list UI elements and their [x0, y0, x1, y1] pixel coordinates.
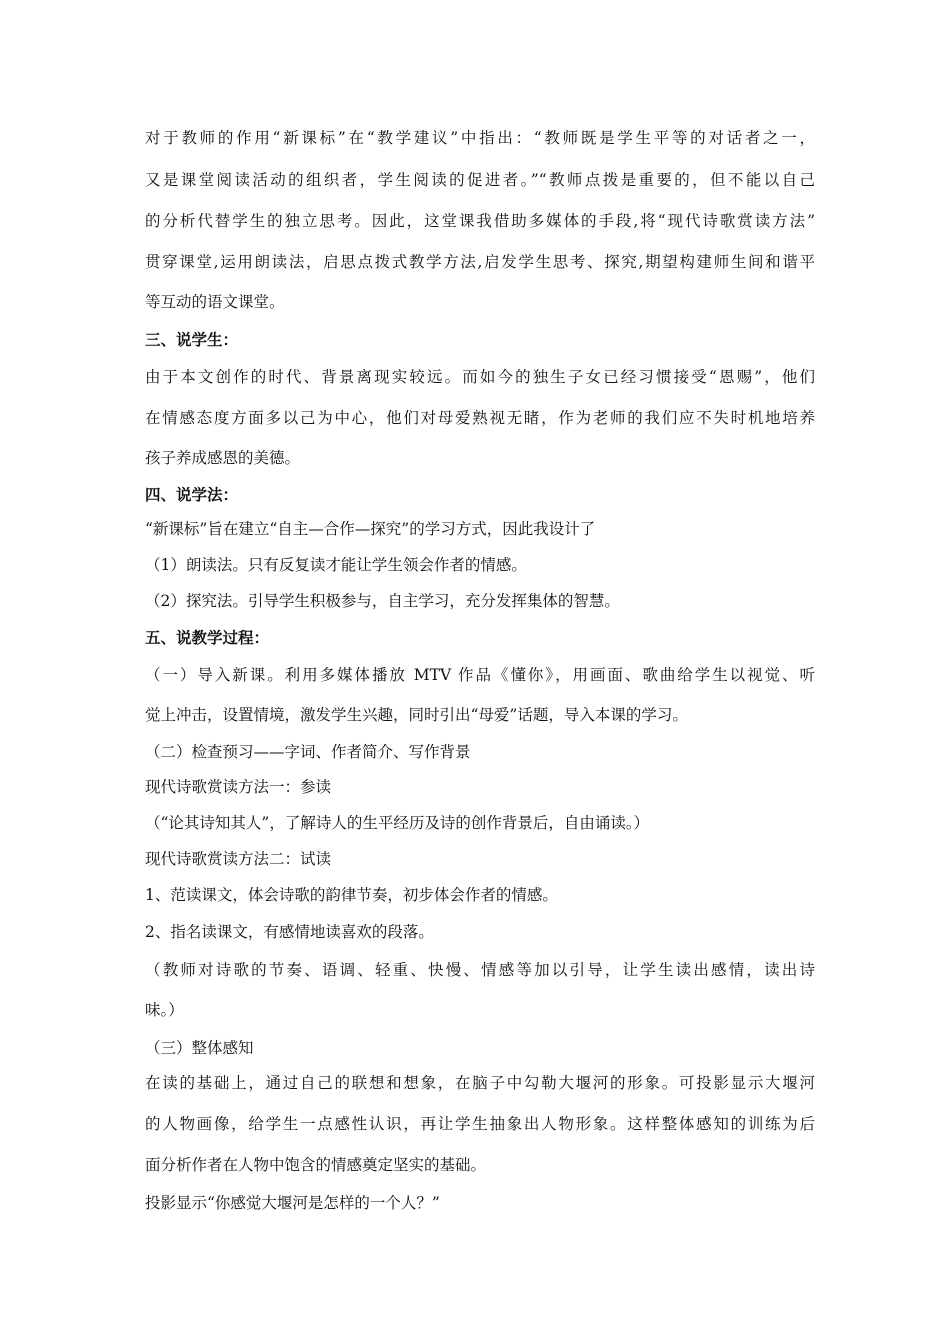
paragraph-line: （教师对诗歌的节奏、语调、轻重、快慢、情感等加以引导，让学生读出感情，读出诗	[145, 961, 815, 979]
paragraph-line: “新课标”旨在建立“自主—合作—探究”的学习方式，因此我设计了	[145, 520, 596, 538]
section-heading-students: 三、说学生：	[145, 330, 239, 349]
paragraph-line: 对于教师的作用“新课标”在“教学建议”中指出：“教师既是学生平等的对话者之一，	[145, 129, 815, 147]
paragraph-line: 的分析代替学生的独立思考。因此，这堂课我借助多媒体的手段,将“现代诗歌赏读方法”	[145, 212, 815, 230]
paragraph-line: 现代诗歌赏读方法二：试读	[145, 850, 332, 868]
paragraph-line: 投影显示“你感觉大堰河是怎样的一个人？”	[145, 1194, 440, 1212]
list-item: 2、指名读课文，有感情地读喜欢的段落。	[145, 923, 434, 941]
paragraph-line: （三）整体感知	[145, 1039, 254, 1057]
list-item: （2）探究法。引导学生积极参与，自主学习，充分发挥集体的智慧。	[145, 592, 620, 610]
section-heading-methods: 四、说学法：	[145, 485, 239, 504]
paragraph-line: 的人物画像，给学生一点感性认识，再让学生抽象出人物形象。这样整体感知的训练为后	[145, 1115, 815, 1133]
paragraph-line: 又是课堂阅读活动的组织者，学生阅读的促进者。”“教师点拨是重要的，但不能以自己	[145, 171, 815, 189]
paragraph-line: 面分析作者在人物中饱含的情感奠定坚实的基础。	[145, 1156, 487, 1174]
paragraph-line: （一）导入新课。利用多媒体播放 MTV 作品《懂你》，用画面、歌曲给学生以视觉、听	[145, 666, 815, 684]
paragraph-line: 等互动的语文课堂。	[145, 293, 285, 311]
paragraph-line: 在情感态度方面多以己为中心，他们对母爱熟视无睹，作为老师的我们应不失时机地培养	[145, 409, 815, 427]
paragraph-line: 由于本文创作的时代、背景离现实较远。而如今的独生子女已经习惯接受“恩赐”，他们	[145, 368, 815, 386]
paragraph-line: 贯穿课堂,运用朗读法，启思点拨式教学方法,启发学生思考、探究,期望构建师生间和谐平	[145, 253, 815, 271]
paragraph-line: （二）检查预习——字词、作者简介、写作背景	[145, 743, 471, 761]
paragraph-line: 孩子养成感恩的美德。	[145, 449, 301, 467]
paragraph-line: 味。）	[145, 1001, 184, 1019]
list-item: （1）朗读法。只有反复读才能让学生领会作者的情感。	[145, 556, 527, 574]
paragraph-line: 觉上冲击，设置情境，激发学生兴趣，同时引出“母爱”话题，导入本课的学习。	[145, 706, 688, 724]
paragraph-line: 现代诗歌赏读方法一：参读	[145, 778, 332, 796]
paragraph-line: （“论其诗知其人”，了解诗人的生平经历及诗的创作背景后，自由诵读。）	[145, 814, 650, 832]
section-heading-process: 五、说教学过程：	[145, 628, 270, 647]
list-item: 1、范读课文，体会诗歌的韵律节奏，初步体会作者的情感。	[145, 886, 558, 904]
paragraph-line: 在读的基础上，通过自己的联想和想象，在脑子中勾勒大堰河的形象。可投影显示大堰河	[145, 1074, 815, 1092]
